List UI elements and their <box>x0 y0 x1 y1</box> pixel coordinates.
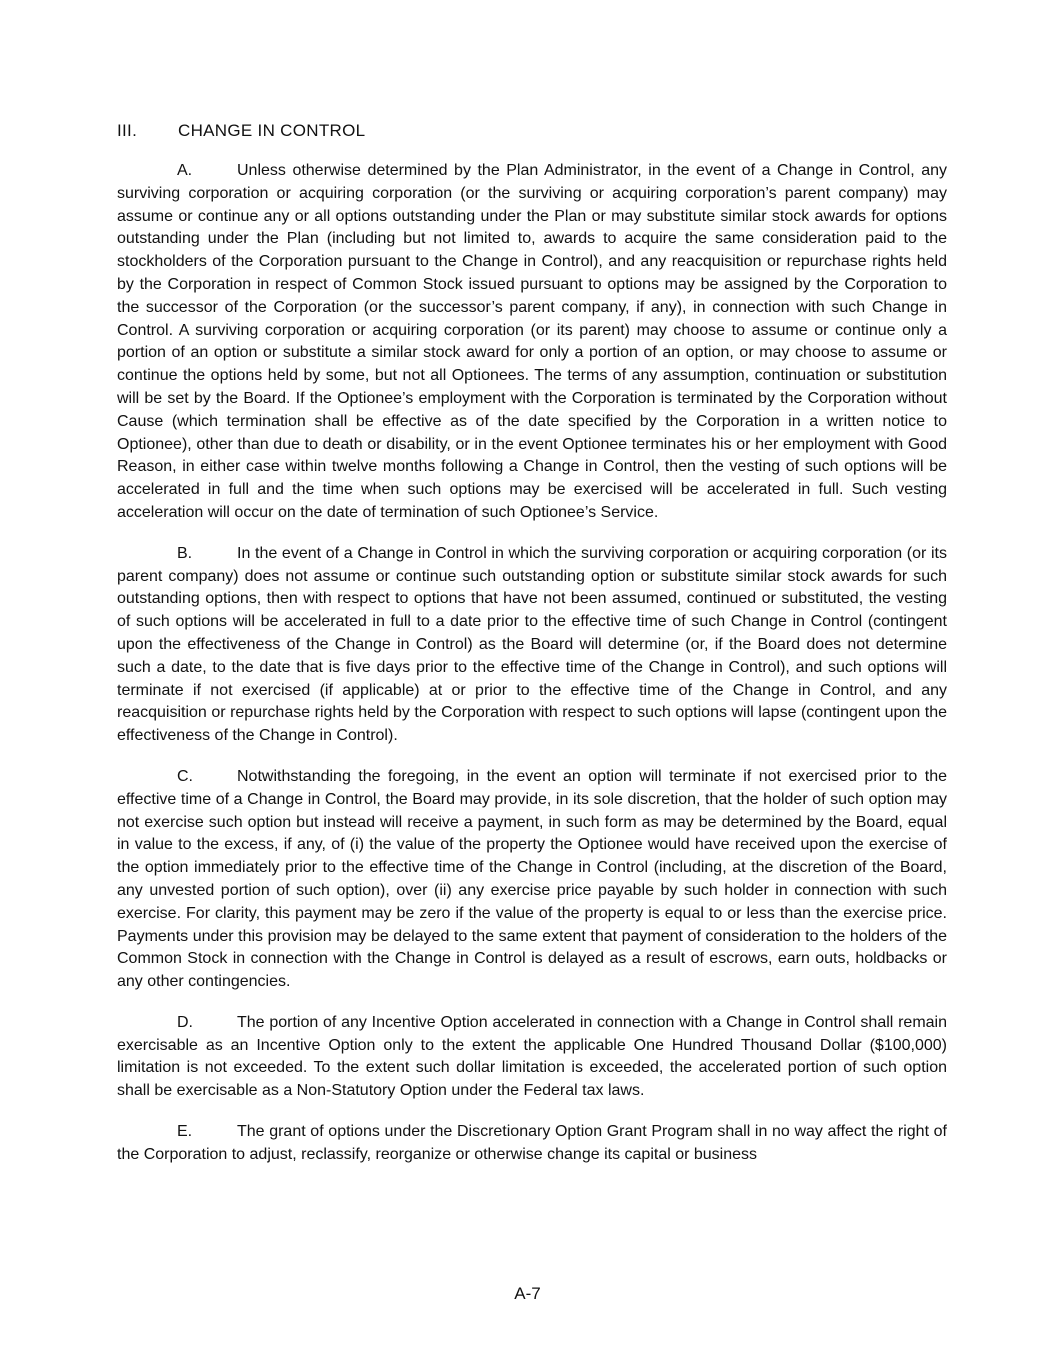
section-heading <box>117 120 365 142</box>
paragraph-c-letter: C. <box>177 767 193 785</box>
paragraph-b-text: In the event of a Change in Control in which the surviving corporation or acquiring corporation (or its parent company) does not assume or continue such outstanding option or substitute similar stock awards for such outstanding options, then with respect to options that have not been assumed, continued or substituted, the vesting of such options will be accelerated in full to a date prior to the effective time of such Change in Control (contingent upon the effectiveness of the Change in Control) as the Board will determine (or, if the Board does not determine such a date, to the date that is five days prior to the effective time of the Change in Control), and such options will terminate if not exercised (if applicable) at or prior to the effective time of the Change in Control, and any reacquisition or repurchase rights held by the Corporation with respect to such options will lapse (contingent upon the effectiveness of the Change in Control). <box>117 544 947 745</box>
paragraph-b <box>117 543 947 748</box>
paragraph-e-text: The grant of options under the Discretionary Option Grant Program shall in no way affect the right of the Corporation to adjust, reclassify, reorganize or otherwise change its capital or business <box>117 1123 947 1163</box>
page-number: A-7 <box>514 1284 541 1303</box>
paragraph-a-text: Unless otherwise determined by the Plan Administrator, in the event of a Change in Control, any surviving corporation or acquiring corporation (or the surviving or acquiring corporation’s parent company) may assume or continue any or all options outstanding under the Plan or may substitute similar stock awards for options outstanding under the Plan (including but not limited to, awards to acquire the same consideration paid to the stockholders of the Corporation pursuant to the Change in Control), and any reacquisition or repurchase rights held by the Corporation in respect of Common Stock issued pursuant to options may be assigned by the Corporation to the successor of the Corporation (or the successor’s parent company, if any), in connection with such Change in Control. A surviving corporation or acquiring corporation (or its parent) may choose to assume or continue only a portion of an option or substitute a similar stock award for only a portion of an option, or may choose to assume or continue the options held by some, but not all Optionees. The terms of any assumption, continuation or substitution will be set by the Board. If the Optionee’s employment with the Corporation is terminated by the Corporation without Cause (which termination shall be effective as of the date specified by the Corporation in a written notice to Optionee), other than due to death or disability, or in the event Optionee terminates his or her employment with Good Reason, in either case within twelve months following a Change in Control, then the vesting of such options will be accelerated in full and the time when such options may be exercised will be accelerated in full. Such vesting acceleration will occur on the date of termination of such Optionee’s Service. <box>117 162 947 521</box>
paragraph-d-text: The portion of any Incentive Option accelerated in connection with a Change in Control shall remain exercisable as an Incentive Option only to the extent the applicable One Hundred Thousand Dollar ($100,000) limitation is not exceeded. To the extent such dollar limitation is exceeded, the accelerated portion of such option shall be exercisable as a Non-Statutory Option under the Federal tax laws. <box>117 1013 947 1100</box>
paragraph-b-letter: B. <box>177 544 193 562</box>
paragraph-d <box>117 1012 947 1103</box>
section-title: CHANGE IN CONTROL <box>178 121 366 140</box>
paragraph-c <box>117 766 947 994</box>
paragraph-a <box>117 160 947 525</box>
paragraph-e <box>117 1121 947 1167</box>
paragraph-c-text: Notwithstanding the foregoing, in the event an option will terminate if not exercised prior to the effective time of a Change in Control, the Board may provide, in its sole discretion, that the holder of such option may not exercise such option but instead will receive a payment, in such form as may be determined by the Board, equal in value to the excess, if any, of (i) the value of the property the Optionee would have received upon the exercise of the option immediately prior to the effective time of the Change in Control (including, at the discretion of the Board, any unvested portion of such option), over (ii) any exercise price payable by such holder in connection with such exercise. For clarity, this payment may be zero if the value of the property is equal to or less than the exercise price. Payments under this provision may be delayed to the same extent that payment of consideration to the holders of the Common Stock in connection with the Change in Control is delayed as a result of escrows, earn outs, holdbacks or any other contingencies. <box>117 767 947 991</box>
paragraph-d-letter: D. <box>177 1013 193 1031</box>
paragraph-a-letter: A. <box>177 162 193 179</box>
paragraph-e-letter: E. <box>177 1123 193 1141</box>
section-body <box>117 160 947 1185</box>
section-number: III. <box>117 121 138 140</box>
